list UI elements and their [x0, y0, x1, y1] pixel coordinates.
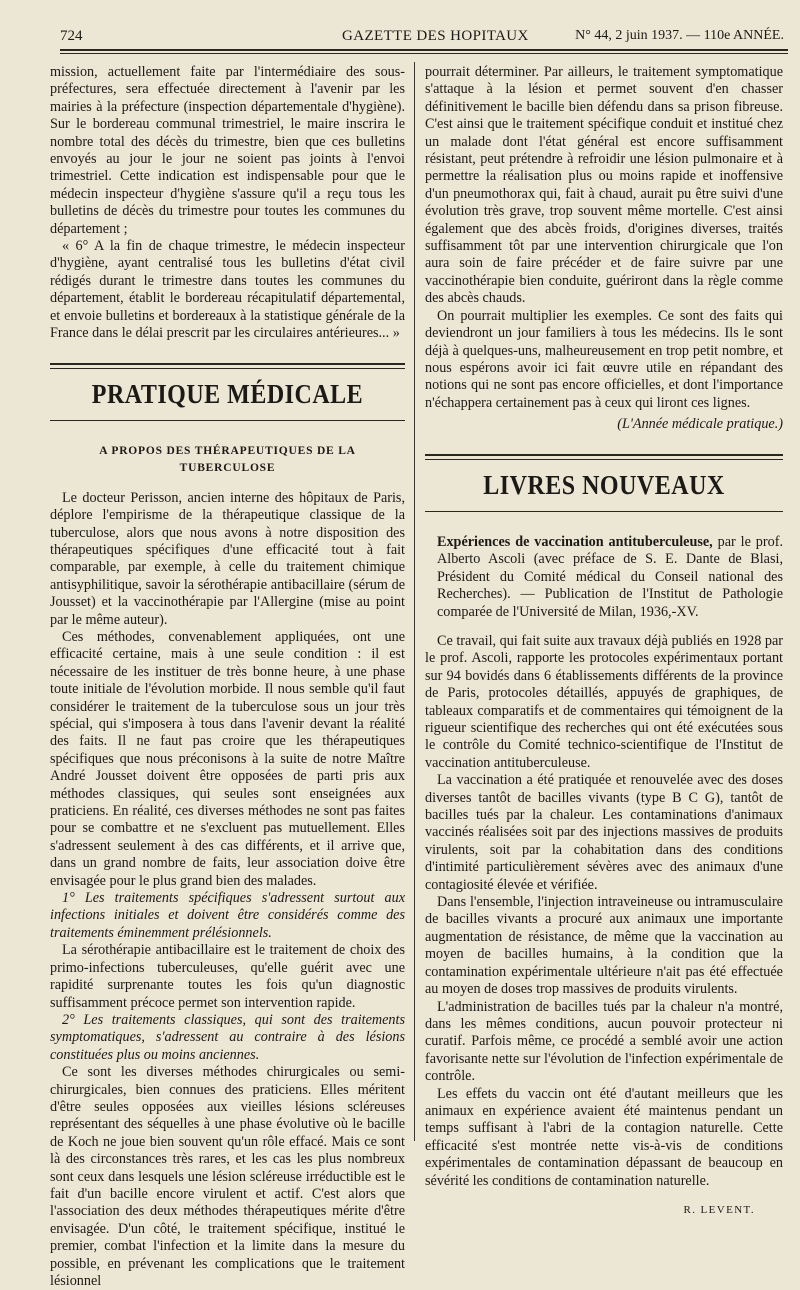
article-title: A PROPOS DES THÉRAPEUTIQUES DE LA TUBERCULOSE [99, 444, 356, 475]
review-paragraph: Ce travail, qui fait suite aux travaux déjà publiés en 1928 par le prof. Ascoli, rapporte les protocoles expérimentaux portant sur 94 bovidés dans 6 établissements différents de la province de Paris, protocoles détaillés, appuyés de graphiques, de tableaux comparatifs et de commentaires qui témoignent de la rigueur scientifique des recherches qui ont été exécutées sous le contrôle du Comité technico-scientifique de l'Institut de vaccination antituberculeuse. [425, 632, 783, 771]
article-source: (L'Année médicale pratique.) [617, 416, 783, 433]
article-paragraph: Ces méthodes, convenablement appliquées, ont une efficacité certaine, mais à une seule condition : il est nécessaire de les instituer de très bonne heure, à une phase toute initiale de l'évolution morbide. Il nous semble qu'il faut considérer le traitement de la tuberculose sous un jour très spécial, qui s'imposera à tous dans l'avenir devant la réalité des faits. Il ne faut pas croire que les thérapeutiques spécifiques que nous préconisons à la suite de notre Maître André Jousset doivent être opposées de parti pris aux méthodes classiques, qui seules sont enseignées aux praticiens. En réalité, ces diverses méthodes ne sont pas faites pour se combattre et ne s'excluent pas mutuellement. Elles s'adressent seulement à des cas différents, et il arrive que, dans un grand nombre de faits, leur association doive être envisagée pour le plus grand bien des malades. [50, 628, 405, 889]
header-rule-thin [60, 53, 788, 54]
continuation-paragraph: mission, actuellement faite par l'intermédiaire des sous-préfectures, sera effectuée directement à l'avenir par les mairies à la préfecture (inspection départementale d'hygiène). Sur le bordereau communal trimestriel, le maire inscrira le nombre total des décès du trimestre, bien que ces bulletins envoyés au jour le jour ne soient pas joints à l'envoi trimestriel. Cette indication est indispensable pour que le médecin inspecteur d'hygiène s'assure qu'il a reçu tous les bulletins de décès du trimestre pour toutes les communes du département ; [50, 64, 405, 237]
running-head [60, 22, 788, 50]
page-number: 724 [60, 28, 83, 44]
continuation-paragraph: On pourrait multiplier les exemples. Ce sont des faits qui deviendront un jour familiers à tous les médecins. Ils le sont déjà à quelques-uns, malheureusement en trop petit nombre, et nous espérons avoir ici fait œuvre utile en répandant des notions qui ne sont pas encore officielles, et dont l'importance n'échappera certainement pas à ceux qui liront ces lignes. [425, 307, 783, 411]
book-title: Expériences de vaccination antituberculeuse, [437, 533, 713, 550]
header-rule [60, 49, 788, 51]
section-title: PRATIQUE MÉDICALE [91, 379, 364, 410]
article-paragraph: 2° Les traitements classiques, qui sont des traitements symptomatiques, s'adressent au contraire à des lésions constituées plus ou moins anciennes. [50, 1011, 405, 1063]
journal-title: GAZETTE DES HOPITAUX [342, 28, 529, 44]
review-paragraph: Dans l'ensemble, l'injection intraveineuse ou intramusculaire de bacilles vivants a procuré aux animaux une importante augmentation de résistance, de même que la vaccination au moyen de bacilles humains, à la condition que la contamination expérimentale ultérieure n'ait pas été effectuée au moyen de doses trop massives de produits virulents. [425, 894, 783, 998]
book-reference [425, 534, 783, 621]
continuation-paragraph: pourrait déterminer. Par ailleurs, le traitement symptomatique s'attaque à la lésion et permet souvent d'en chasser définitivement le bacille bien défendu dans sa prison fibreuse. C'est ainsi que le traitement spécifique conduit et institué chez un malade dont l'état général est encore suffisamment résistant, peut prétendre à refroidir une lésion pulmonaire et à permettre la réalisation plus ou moins rapide et inoffensive d'un pneumothorax qui, fait à chaud, aurait pu être suivi d'une évolution très grave, trop souvent même mortelle. C'est ainsi également que des abcès froids, d'origines diverses, traités suffisamment tôt par une intervention chirurgicale que l'on aura soin de faire précéder et de faire suivre par une vaccinothérapie bien conduite, guériront dans la règle comme des abcès chauds. [425, 64, 783, 307]
right-column [425, 64, 783, 1216]
column-divider [414, 62, 415, 1141]
section-rule-thin [50, 368, 405, 369]
article-paragraph: 1° Les traitements spécifiques s'adressent surtout aux infections initiales et doivent être considérés comme des traitements éminemment prélésionnels. [50, 890, 405, 941]
section-underline [50, 420, 405, 421]
issue-info: N° 44, 2 juin 1937. — 110e ANNÉE. [575, 28, 784, 43]
author-signature: R. LEVENT. [683, 1203, 755, 1216]
article-paragraph: Ce sont les diverses méthodes chirurgicales ou semi-chirurgicales, bien connues des praticiens. Elles méritent d'être seules opposées aux vieilles lésions scléreuses représentant des séquelles à une phase évolutive où le bacille de Koch ne joue bien souvent qu'un rôle effacé. Mais ce sont là des circonstances très rares, et les cas les plus nombreux sont ceux dans lesquels une lésion scléreuse irréductible est le fait d'un bacille encore virulent et actif. C'est alors que l'association des deux méthodes thérapeutiques mérite d'être envisagée. D'un côté, le traitement spécifique, institué le premier, combat l'infection et la limite dans la mesure du possible, en prévenant les complications que le traitement lésionnel [50, 1064, 405, 1289]
review-paragraph: Les effets du vaccin ont été d'autant meilleurs que les animaux en expérience avaient été maintenus pendant un temps suffisant à l'abri de la contagion naturelle. Cette efficacité s'est montrée nette vis-à-vis de conditions expérimentales de contamination dépassant de beaucoup en sévérité les conditions de contamination naturelle. [425, 1085, 783, 1189]
section-rule-thin [425, 459, 783, 460]
book-details: par le prof. Alberto Ascoli (avec préface de S. E. Dante de Blasi, Président du Comité médical du Conseil national des Recherches). — Publication de l'Institut de Pathologie comparée de l'Université de Milan, 1936,-XV. [437, 533, 783, 620]
article-paragraph: La sérothérapie antibacillaire est le traitement de choix des primo-infections tuberculeuses, qu'elle guérit avec une rapidité surprenante toutes les fois qu'un diagnostic suffisamment précoce permet son intervention rapide. [50, 942, 405, 1011]
article-paragraph: Le docteur Perisson, ancien interne des hôpitaux de Paris, déplore l'empirisme de la thérapeutique classique de la tuberculose, alors que nous avons à notre disposition des thérapeutiques spécifiques d'une efficacité tout à fait comparable, par exemple, à celle du traitement chimique antisyphilitique, savoir la sérothérapie antibacillaire (sérum de Jousset) et la vaccinothérapie par l'Allergine (mise au point par le même auteur). [50, 489, 405, 628]
left-column [50, 64, 405, 1289]
section-title: LIVRES NOUVEAUX [483, 470, 725, 501]
section-rule [425, 454, 783, 456]
section-underline [425, 511, 783, 512]
continuation-paragraph: « 6° A la fin de chaque trimestre, le médecin inspecteur d'hygiène, ayant centralisé tous les bulletins d'état civil rédigés durant le trimestre dans toutes les communes du département, établit le bordereau récapitulatif départemental, et envoie bulletins et bordereaux à la statistique générale de la France dans le délai prescrit par les circulaires antérieures... » [50, 238, 405, 342]
review-paragraph: La vaccination a été pratiquée et renouvelée avec des doses diverses tantôt de bacilles vivants (type B C G), tantôt de bacilles tués par la chaleur. Les contaminations d'animaux vaccinés réalisées soit par des injections massives de produits virulents, soit par la cohabitation dans des conditions d'intimité particulièrement sévères avec des animaux d'une contagiosité élevée et vérifiée. [425, 772, 783, 893]
section-rule [50, 363, 405, 365]
review-paragraph: L'administration de bacilles tués par la chaleur n'a montré, dans les mêmes conditions, aucun pouvoir protecteur ni curatif. Parfois même, ce procédé a semblé avoir une action favorisante nette sur l'évolution de l'infection expérimentale de contrôle. [425, 998, 783, 1085]
